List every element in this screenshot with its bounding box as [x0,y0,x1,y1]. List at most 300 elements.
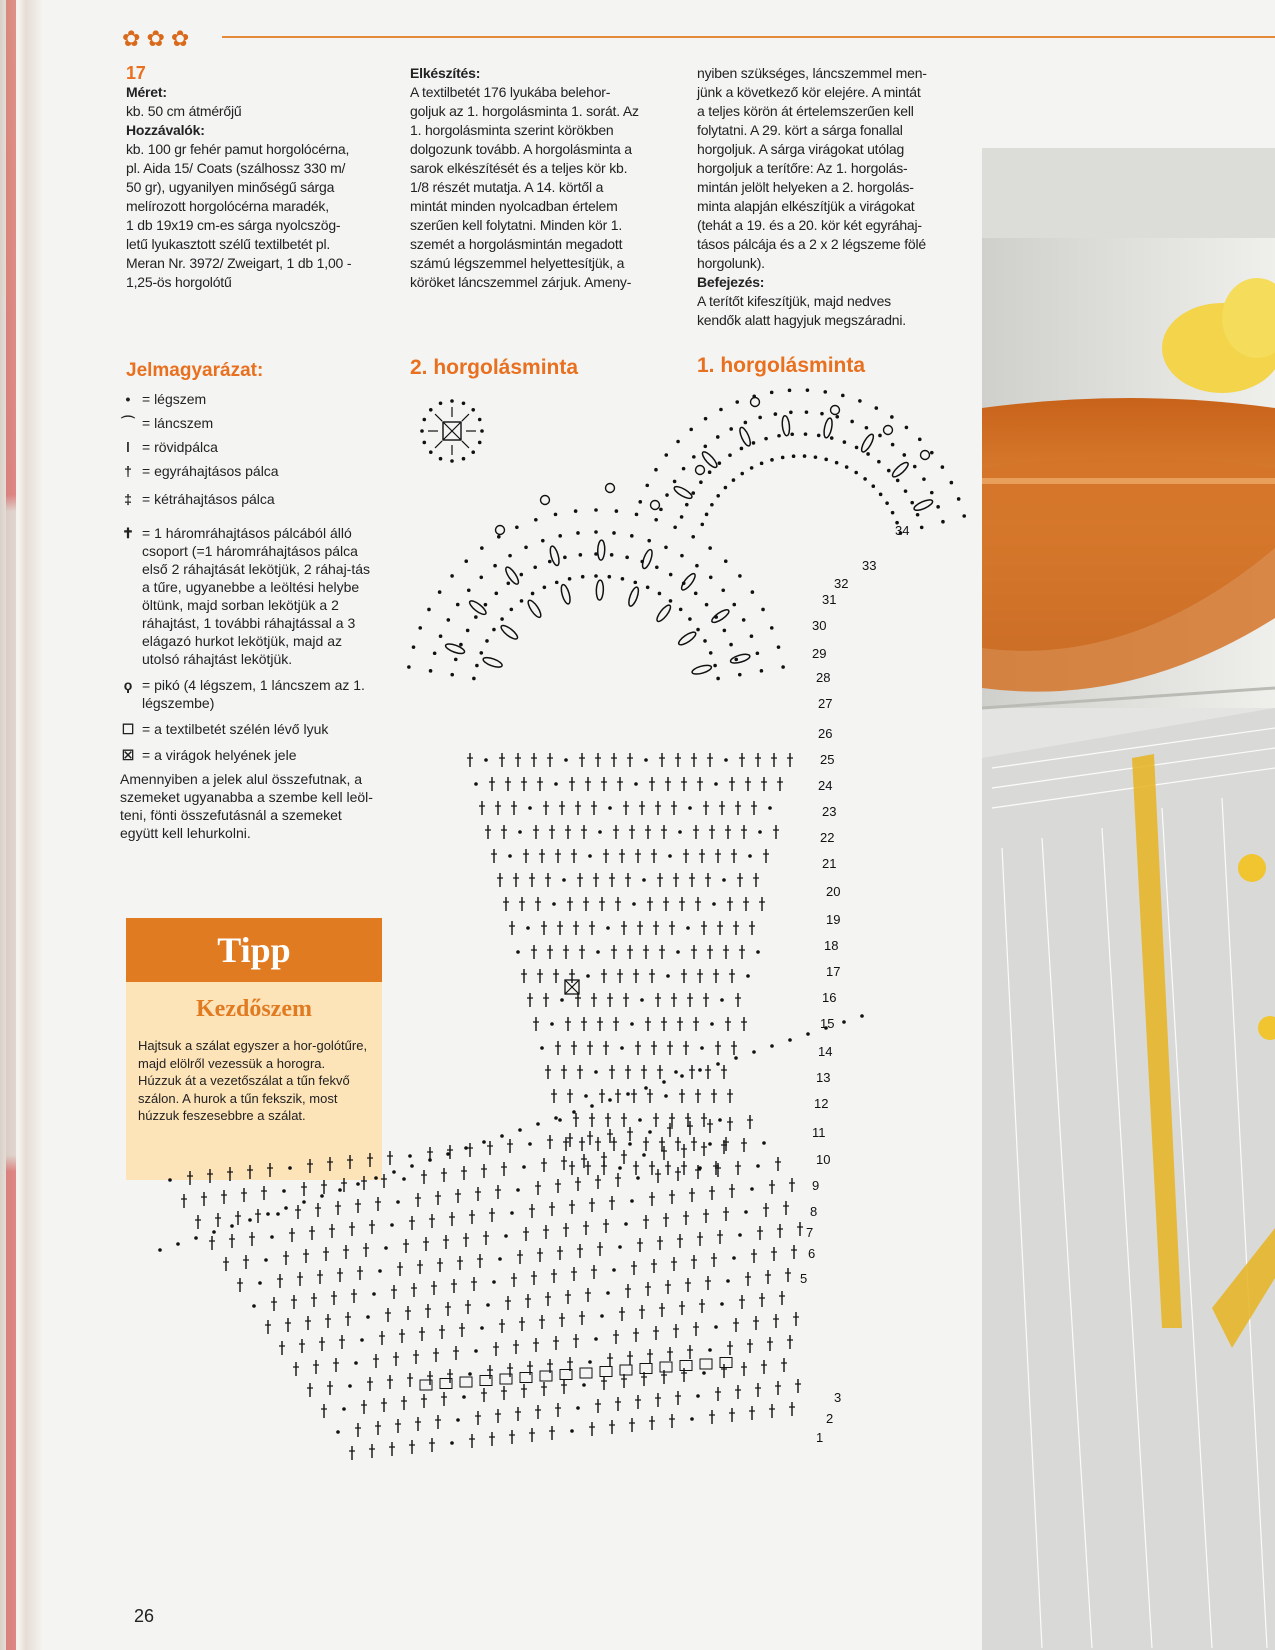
crochet-chart-pattern-1 [158,388,966,1460]
flower-icon: ✿ [122,26,141,51]
chain-stitch-mark [680,1074,684,1078]
chain-stitch-mark [459,643,463,647]
chain-stitch-mark [158,1248,162,1252]
hozzavalok-line: 1,25-ös horgolótű [126,274,232,290]
chain-stitch-mark [433,651,437,655]
chain-stitch-mark [230,1224,234,1228]
chain-stitch-mark [916,513,920,517]
chain-stitch-mark [722,878,726,882]
chain-stitch-mark [878,434,882,438]
chain-stitch-mark [770,626,774,630]
cluster-mark [549,545,561,566]
chain-stitch-mark [594,1070,598,1074]
chain-stitch-mark [679,608,683,612]
legend-text: = rövidpálca [142,439,218,455]
pattern-2-title: 2. horgolásminta [410,356,579,379]
col3-line: horgoljuk. A sárga virágokat utólag [697,141,905,157]
chain-stitch-mark [402,1177,406,1181]
elkeszites-line: dolgozunk tovább. A horgolásminta a [410,141,632,157]
chain-stitch-mark [712,902,716,906]
chain-stitch-mark [698,1166,702,1170]
chain-stitch-mark [320,1194,324,1198]
chain-stitch-mark [871,484,875,488]
chain-stitch-mark [494,592,498,596]
row-number-label: 31 [822,592,837,607]
elkeszites-label: Elkészítés: [410,65,481,81]
chain-stitch-mark [518,1128,522,1132]
chain-stitch-mark [524,545,528,549]
chain-stitch-mark [510,608,514,612]
chain-stitch-mark [493,564,497,568]
chain-stitch-mark [194,1236,198,1240]
flower-motif-stitch [435,414,442,421]
chain-stitch-mark [648,1130,652,1134]
flower-icon: ✿ [170,26,190,51]
chain-stitch-mark [504,1234,508,1238]
chain-stitch-mark [688,617,692,621]
chain-stitch-mark [662,1080,666,1084]
flower-icon: ✿ [146,26,165,51]
chain-stitch-mark [302,1200,306,1204]
chain-stitch-mark [248,1218,252,1222]
chain-stitch-mark [708,546,712,550]
picot-mark [541,496,550,505]
chain-stitch-mark [770,391,774,395]
chain-stitch-mark [610,553,614,557]
picot-mark [921,451,930,460]
chain-stitch-mark [716,677,720,681]
chain-stitch-mark [464,559,468,563]
chain-stitch-mark [842,1020,846,1024]
chain-stitch-mark [564,758,568,762]
chain-stitch-mark [392,1170,396,1174]
cluster-mark [526,599,543,619]
chain-stitch-mark [806,388,810,392]
chain-stitch-mark [356,1182,360,1186]
chain-stitch-mark [588,854,592,858]
chain-stitch-mark [803,454,807,458]
slip-stitch-icon: ⌒ [121,415,135,431]
chain-stitch-mark [638,1118,642,1122]
befejezes-label: Befejezés: [697,274,765,290]
chain-stitch-mark [696,1394,700,1398]
cluster-mark [641,548,654,569]
col3-line: minta alapján elkészítjük a virágokat [697,198,915,214]
chain-stitch-mark [396,1200,400,1204]
chain-stitch-mark [508,554,512,558]
chain-stitch-mark [744,1210,748,1214]
picot-mark [496,526,505,535]
chain-stitch-mark [600,1314,604,1318]
chain-stitch-mark [770,458,774,462]
chain-stitch-mark [438,590,442,594]
chain-stitch-mark [450,673,454,677]
chain-stitch-mark [716,435,720,439]
chain-stitch-mark [746,974,750,978]
chain-stitch-mark [654,468,658,472]
chain-stitch-mark [735,400,739,404]
chain-stitch-mark [913,465,917,469]
chain-stitch-mark [804,432,808,436]
chain-stitch-mark [582,1383,586,1387]
chain-stitch-mark [462,1395,466,1399]
flower-motif-stitch [462,414,469,421]
chain-stitch-mark [574,509,578,513]
chain-stitch-mark [554,513,558,517]
legend-text: = a textilbetét szélén lévő lyuk [142,721,329,737]
chain-stitch-mark [790,432,794,436]
fabric-hole-mark [720,1358,732,1368]
chain-stitch-mark [471,408,475,412]
chain-stitch-mark [366,1315,370,1319]
row-number-label: 13 [816,1070,831,1085]
chain-stitch-mark [572,1110,576,1114]
chain-stitch-mark [770,1044,774,1048]
row-number-label: 20 [826,884,841,899]
hozzavalok-line: Meran Nr. 3972/ Zweigart, 1 db 1,00 - [126,255,352,271]
chain-stitch-mark [728,453,732,457]
chain-stitch-mark [497,535,501,539]
chain-stitch-mark [596,950,600,954]
row-number-label: 29 [812,646,827,661]
chain-stitch-mark [384,1246,388,1250]
chain-stitch-mark [920,526,924,530]
chain-stitch-mark [710,1022,714,1026]
chain-stitch-mark [669,573,673,577]
row-number-label: 6 [808,1246,816,1261]
chain-stitch-mark [558,534,562,538]
tip-subtitle: Kezdőszem [196,996,312,1022]
chain-stitch-mark [264,1258,268,1262]
chain-stitch-mark [176,1242,180,1246]
chain-stitch-mark [655,565,659,569]
chain-stitch-mark [479,651,483,655]
chain-stitch-mark [696,628,700,632]
chain-stitch-mark [885,501,889,505]
cluster-mark [504,565,521,585]
chain-stitch-mark [479,575,483,579]
chain-stitch-mark [486,1303,490,1307]
cluster-mark [627,586,640,607]
chain-stitch-mark [726,1279,730,1283]
chain-stitch-mark [456,1418,460,1422]
chain-stitch-mark [673,525,677,529]
chain-stitch-mark [618,1245,622,1249]
chain-stitch-mark [962,514,966,518]
chain-stitch-mark [644,1086,648,1090]
chain-stitch-mark [752,1050,756,1054]
cluster-mark [596,580,604,600]
chain-stitch-mark [626,1092,630,1096]
chain-stitch-mark [957,497,961,501]
row-number-label: 34 [895,523,910,538]
chain-stitch-mark [252,1304,256,1308]
picot-mark [751,398,760,407]
chain-stitch-mark [718,1118,722,1122]
row-number-label: 3 [834,1390,842,1405]
chain-stitch-mark [492,628,496,632]
chain-stitch-mark [506,581,510,585]
chain-stitch-mark [540,1046,544,1050]
chain-stitch-mark [450,1441,454,1445]
pattern-number: 17 [126,63,146,83]
chain-stitch-mark [688,806,692,810]
chain-stitch-mark [474,615,478,619]
chain-stitch-mark [729,643,733,647]
doily-photo [982,148,1275,1650]
chain-stitch-mark [708,470,712,474]
single-crochet-icon: ǀ [126,439,130,455]
cluster-mark [673,484,694,500]
hozzavalok-line: 1 db 19x19 cm-es sárga nyolcszög- [126,217,341,233]
chain-stitch-mark [700,1046,704,1050]
chain-stitch-mark [270,1235,274,1239]
row-number-label: 33 [862,558,877,573]
chain-stitch-mark [760,669,764,673]
picot-icon: ϙ [123,677,133,693]
row-number-label: 2 [826,1411,834,1426]
chain-stitch-mark [471,450,475,454]
chain-stitch-mark [472,677,476,681]
fabric-hole-mark [680,1361,692,1371]
doily-photo-image [982,148,1275,1650]
row-number-label: 15 [820,1016,835,1031]
chain-stitch-mark [740,447,744,451]
row-number-label: 5 [800,1271,808,1286]
chain-stitch-mark [854,471,858,475]
chain-stitch-mark [845,465,849,469]
chain-stitch-mark [618,1166,622,1170]
chain-stitch-mark [422,441,426,445]
chain-stitch-mark [594,508,598,512]
chain-stitch-mark [740,472,744,476]
chain-stitch-mark [742,618,746,622]
elkeszites-line: goljuk az 1. horgolásminta 1. sorát. Az [410,103,639,119]
chain-stitch-mark [720,998,724,1002]
chain-stitch-mark [734,1056,738,1060]
col3-line: nyiben szükséges, láncszemmel men- [697,65,927,81]
hozzavalok-line: pl. Aida 15/ Coats (szálhossz 330 m/ [126,160,346,176]
elkeszites-line: 1/8 részét mutatja. A 14. körtől a [410,179,604,195]
chain-stitch-mark [781,665,785,669]
chain-stitch-mark [474,782,478,786]
fabric-hole-mark [700,1359,712,1369]
chain-stitch-mark [563,556,567,560]
chain-stitch-mark [642,878,646,882]
chain-stitch-mark [879,493,883,497]
cluster-mark [781,415,790,436]
chain-stitch-mark [658,592,662,596]
crochet-chart-pattern-2 [420,399,484,463]
chain-stitch-mark [716,494,720,498]
fabric-hole-mark [600,1367,612,1377]
row-number-label: 16 [822,990,837,1005]
chain-stitch-mark [498,1257,502,1261]
chain-stitch-mark [902,453,906,457]
chain-stitch-mark [562,878,566,882]
col3-line: jünk a következő kör elejére. A mintát [697,84,921,100]
flower-motif-stitch [462,441,469,448]
chain-stitch-mark [588,1360,592,1364]
chain-stitch-mark [586,974,590,978]
chain-stitch-mark [756,651,760,655]
row-number-label: 25 [820,752,835,767]
cluster-mark [677,630,697,647]
chain-stitch-mark [716,1062,720,1066]
col3-line: tásos pálcája és a 2 x 2 légszeme fölé [697,236,926,252]
chain-stitch-mark [724,486,728,490]
chain-stitch-mark [429,408,433,412]
chain-stitch-mark [724,758,728,762]
row-number-label: 28 [816,670,831,685]
chain-stitch-mark [756,950,760,954]
chain-stitch-mark [820,412,824,416]
chain-stitch-mark [468,1372,472,1376]
chain-stitch-mark [606,926,610,930]
chain-stitch-mark [904,489,908,493]
chain-stitch-mark [412,645,416,649]
fabric-hole-mark [640,1364,652,1374]
chain-stitch-mark [212,1230,216,1234]
chain-stitch-mark [484,603,488,607]
chain-stitch-mark [480,546,484,550]
double-crochet-icon: † [124,463,132,479]
legend-text: = a virágok helyének jele [142,747,297,763]
chain-stitch-mark [692,455,696,459]
row-number-label: 8 [810,1204,818,1219]
chain-stitch-mark [860,1014,864,1018]
chain-stitch-mark [695,564,699,568]
chain-stitch-mark [874,406,878,410]
legend-text: = láncszem [142,415,214,431]
chain-stitch-mark [168,1178,172,1182]
chain-stitch-mark [635,513,639,517]
chain-stitch-mark [390,1223,394,1227]
elkeszites-line: szerűen kell folytatni. Minden kör 1. [410,217,623,233]
chain-stitch-mark [708,1142,712,1146]
chain-stitch-mark [536,1122,540,1126]
chain-stitch-mark [598,830,602,834]
elkeszites-line: mintát minden nyolcadban értelem [410,198,618,214]
row-number-label: 17 [826,964,841,979]
chain-stitch-mark [744,421,748,425]
chain-stitch-mark [590,1104,594,1108]
row-number-label: 10 [816,1152,831,1167]
chain-stitch-mark [338,1188,342,1192]
legend-note: Amennyiben a jelek alul összefutnak, a szemeket ugyanabba a szembe kell leöl-teni, fönti összefutásnál a szemeket együtt kell lehurkolni. [120,771,373,841]
cluster-mark [691,664,712,676]
chain-stitch-mark [555,581,559,585]
cluster-mark [560,584,572,605]
fabric-hole-mark [660,1362,672,1372]
chain-stitch-mark [644,758,648,762]
chain-stitch-mark [418,626,422,630]
chain-stitch-mark [922,477,926,481]
col3-line: mintán jelölt helyeken a 2. horgolás- [697,179,914,195]
chain-stitch-mark [531,592,535,596]
cluster-mark [655,603,673,623]
chain-stitch-mark [554,1116,558,1120]
elkeszites-line: szemét a horgolásmintán megadott [410,236,623,252]
chain-stitch-mark [699,480,703,484]
chain-stitch-mark [751,590,755,594]
chain-stitch-mark [632,902,636,906]
elkeszites-line: A textilbetét 176 lyukába belehor- [410,84,611,100]
chain-stitch-mark [768,806,772,810]
chain-stitch-mark [633,581,637,585]
flower-motif-stitch [435,441,442,448]
chain-stitch-mark [284,1206,288,1210]
chain-stitch-mark [515,525,519,529]
chain-stitch-mark [788,1038,792,1042]
chain-stitch-mark [422,418,426,422]
pattern-1-title: 1. horgolásminta [697,354,866,377]
chain-stitch-mark [612,531,616,535]
fabric-hole-mark [580,1368,592,1378]
chain-stitch-mark [579,553,583,557]
legend-title: Jelmagyarázat: [126,360,264,381]
chain-stitch-mark [713,664,717,668]
chain-stitch-mark [858,399,862,403]
chain-stitch-mark [510,1211,514,1215]
chain-stitch-mark [628,1142,632,1146]
chain-stitch-mark [788,389,792,393]
cluster-mark [468,599,488,617]
chain-stitch-mark [738,1233,742,1237]
chain-stitch-mark [835,461,839,465]
chain-stitch-mark [372,1292,376,1296]
chain-stitch-mark [756,1164,760,1168]
chain-stitch-mark [630,1199,634,1203]
chain-stitch-mark [774,412,778,416]
chain-stitch-mark [581,575,585,579]
chain-stitch-mark [689,428,693,432]
chain-stitch-mark [642,1153,646,1157]
chain-stitch-mark [896,479,900,483]
legend-text: = pikó (4 légszem, 1 láncszem az 1. légszembe) [142,677,365,711]
chain-stitch-mark [814,455,818,459]
chain-stitch-mark [805,410,809,414]
col3-line: horgolunk). [697,255,765,271]
fabric-hole-mark [620,1365,632,1375]
chain-stitch-mark [450,574,454,578]
chain-stitch-mark [576,1406,580,1410]
chain-stitch-mark [891,511,895,515]
chain-stitch-mark [669,599,673,603]
chain-stitch-mark [474,1349,478,1353]
elkeszites-line: 1. horgolásminta szerint körökben [410,122,614,138]
chain-stitch-mark [454,658,458,662]
chain-stitch-mark [520,599,524,603]
chain-stitch-mark [410,1164,414,1168]
chain-stitch-mark [645,484,649,488]
chain-stitch-mark [543,585,547,589]
elkeszites-line: sarok elkészítését és a teljes kör kb. [410,160,628,176]
chain-stitch-mark [830,436,834,440]
chain-stitch-mark [450,399,454,403]
chain-stitch-mark [806,1032,810,1036]
chain-stitch-mark [666,974,670,978]
chain-stitch-mark [750,466,754,470]
chain-stitch-mark [721,588,725,592]
picot-mark [696,466,705,475]
picot-mark [606,484,615,493]
chain-stitch-mark [750,1187,754,1191]
chain-stitch-mark [429,669,433,673]
chain-stitch-mark [674,1070,678,1074]
chain-stitch-mark [930,451,934,455]
chain-stitch-mark [276,1212,280,1216]
